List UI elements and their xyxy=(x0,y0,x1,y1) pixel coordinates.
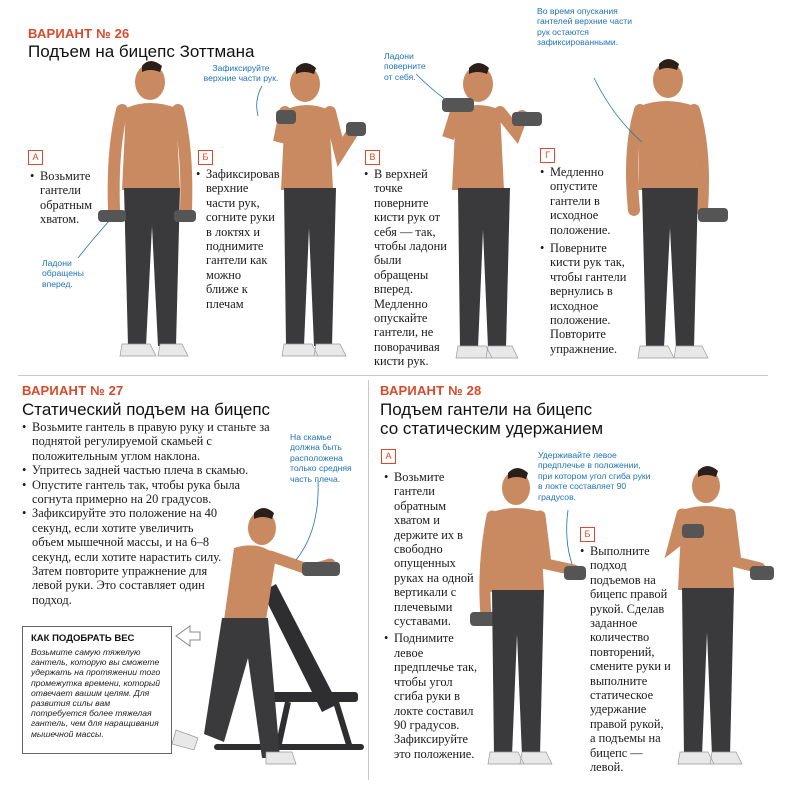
note-while-lowering: Во время опускания гантелей верхние части рук остаются зафиксированными. xyxy=(537,6,633,48)
v28-step-a-item-2: • Поднимите левое предплечье так, чтобы угол сгиба руки в локте составил 90 градусов. Зафиксируйте это положение. xyxy=(384,631,480,761)
variant-26-title: Подъем на бицепс Зоттмана xyxy=(28,42,255,61)
step-v-item: • В верхней точке поверните кисти рук от себя — так, чтобы ладони были обращены вперед. Медленно опускайте гантели, не поворачивая кисти рук. xyxy=(364,167,452,369)
variant-27-tag: ВАРИАНТ № 27 xyxy=(22,383,124,398)
arrow-bench-position xyxy=(296,480,318,560)
step-g-marker: Г xyxy=(540,148,555,163)
variant-28-tag: ВАРИАНТ № 28 xyxy=(380,383,482,398)
variant-27-title: Статический подъем на бицепс xyxy=(22,400,271,419)
v28-step-b-marker: Б xyxy=(580,527,595,542)
arrow-palms-forward xyxy=(78,220,110,258)
v27-item-4: • Зафиксируйте это положение на 40 секунд, если хотите увеличить объем мышечной массы, и на 6–8 секунд, если хотите нарастить силу. Затем повторите упражнение для левой руки. Это составляет один подход. xyxy=(22,506,222,607)
v27-item-1: • Возьмите гантель в правую руку и станьте за поднятой регулируемой скамьей с положительным углом наклона. xyxy=(22,420,282,463)
step-a-marker: А xyxy=(28,150,43,165)
step-v-marker: В xyxy=(365,150,380,165)
athlete-figure-hold-b xyxy=(674,466,774,764)
variant-28-title-line1: Подъем гантели на бицепс xyxy=(380,400,593,419)
v27-item-2: • Упритесь задней частью плеча в скамью. xyxy=(22,463,282,477)
v28-step-a-item-1: • Возьмите гантели обратным хватом и держите их в свободно опущенных руках на одной вертикали с плечевыми суставами. xyxy=(384,470,480,628)
variant-28-illustrations xyxy=(368,380,787,792)
note-bench-position: На скамье должна быть расположена только средняя часть плеча. xyxy=(290,432,352,484)
athlete-figure-c xyxy=(442,63,542,358)
variant-27-illustration xyxy=(0,380,368,792)
step-g-item-1: • Медленно опустите гантели в исходное положение. xyxy=(540,165,632,237)
step-a-item: • Возьмите гантели обратным хватом. xyxy=(30,169,94,227)
variant-28-title-line2: со статическим удержанием xyxy=(380,419,604,438)
athlete-figure-hold-a xyxy=(470,468,586,764)
arrow-hold-forearm xyxy=(567,510,572,564)
athlete-figure-static xyxy=(172,508,340,764)
tip-text: Возьмите самую тяжелую гантель, которую вы сможете удержать на протяжении того промежутка времени, который отвечает вашим целям. Для развития силы вам потребуется более тяжелая гантель, чем для наращивания мышечной массы. xyxy=(31,647,161,739)
step-g-item-2: • Поверните кисти рук так, чтобы гантели вернулись в исходное положение. Повторите упражнение. xyxy=(540,241,632,356)
step-b-marker: Б xyxy=(198,150,213,165)
v28-step-b-item: • Выполните подход подъемов на бицепс правой рукой. Сделав заданное количество повторений, смените руки и выполните статическое удержание правой рукой, а подъемы на бицепс — левой. xyxy=(580,544,672,775)
note-fix-upper: Зафиксируйте верхние части рук. xyxy=(203,63,279,84)
athlete-figure-a xyxy=(98,61,196,356)
arrow-palms-away xyxy=(416,74,446,100)
athlete-figure-d xyxy=(632,59,728,358)
divider-horizontal xyxy=(18,375,768,376)
note-palms-forward: Ладони обращены вперед. xyxy=(42,258,84,289)
note-palms-away: Ладони поверните от себя. xyxy=(384,51,426,82)
tip-pointer-icon xyxy=(176,626,200,646)
step-b-item: • Зафиксировав верхние части рук, согните руки в локтях и поднимите гантели как можно ближе к плечам xyxy=(196,167,276,311)
athlete-figure-b xyxy=(276,63,366,356)
v27-item-3: • Опустите гантель так, чтобы рука была согнута примерно на 20 градусов. xyxy=(22,478,282,507)
tip-title: КАК ПОДОБРАТЬ ВЕС xyxy=(31,633,135,644)
variant-26-tag: ВАРИАНТ № 26 xyxy=(28,26,130,41)
note-hold-forearm: Удерживайте левое предплечье в положении, при котором угол сгиба руки в локте составляет 90 градусов. xyxy=(538,450,651,502)
variant-26-illustrations xyxy=(0,0,787,380)
arrow-fix-upper xyxy=(257,86,262,116)
v28-step-a-marker: А xyxy=(381,449,396,464)
